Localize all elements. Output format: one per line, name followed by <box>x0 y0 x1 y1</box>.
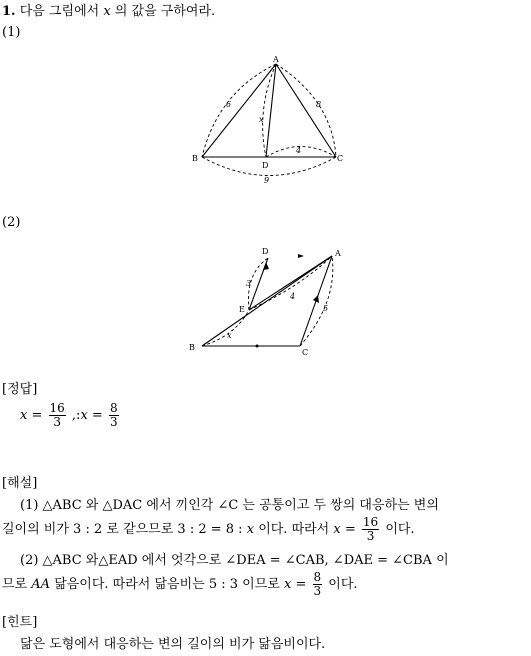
part1-label: (1) <box>2 25 21 40</box>
fig2-label-e: E <box>239 305 245 314</box>
problem-prompt-pre: 다음 그림에서 <box>19 4 100 19</box>
answer-line <box>20 402 121 429</box>
fig1-length-dc: 4 <box>296 146 302 155</box>
fig2-length-ea: 4 <box>290 292 296 301</box>
explanation-line-2: 길이의 비가 3 : 2 로 같으므로 3 : 2 = 8 : x 이다. 따라서 x = $\frac{16}{3}$ 이다. <box>2 515 415 543</box>
fig2-arrow-marker <box>298 254 304 258</box>
explanation-fraction-2: $\frac{8}{3}$ <box>313 570 322 598</box>
problem-statement <box>2 3 215 20</box>
fig1-length-bc: 9 <box>264 176 270 185</box>
figure-2 <box>180 240 360 360</box>
fig2-label-a: A <box>335 249 341 258</box>
fig1-segment-ac <box>276 64 336 157</box>
fig1-length-ac: 8 <box>316 100 322 109</box>
fig2-arrow-ed <box>263 262 269 270</box>
explanation-fraction-1: $\frac{16}{3}$ <box>362 515 379 543</box>
fig2-point-mid-bc <box>256 345 259 348</box>
fig1-label-b: B <box>192 154 198 163</box>
problem-number: 1. <box>2 4 16 19</box>
fig2-segment-ea <box>249 256 332 310</box>
explanation-line-4: 므로 AA 닮음이다. 따라서 닮음비는 5 : 3 이므로 x = $\frac{8}{3}$ 이다. <box>2 570 358 598</box>
fig1-label-d: D <box>262 161 269 170</box>
fig1-length-x: x <box>259 115 264 124</box>
fig1-segment-ad <box>266 64 276 157</box>
answer-eq2-fraction: $\frac{8}{3}$ <box>109 401 118 429</box>
problem-prompt-post: 의 값을 구하여라. <box>114 4 216 19</box>
hint-header: [힌트] <box>2 615 38 630</box>
answer-eq1-fraction: $\frac{16}{3}$ <box>49 401 65 429</box>
fig2-label-c: C <box>302 348 309 357</box>
hint-body: 닮은 도형에서 대응하는 변의 길이의 비가 닮음비이다. <box>20 637 326 652</box>
fig1-arc-bc <box>202 157 336 176</box>
answer-eq1-lhs: x = <box>20 408 43 423</box>
fig1-segment-ab <box>202 64 276 157</box>
fig1-label-a: A <box>273 55 279 64</box>
answer-eq2-lhs: x = <box>80 408 103 423</box>
answer-separator: ,: <box>71 408 81 423</box>
fig2-label-b: B <box>189 343 195 352</box>
fig1-length-ab: 6 <box>226 100 232 109</box>
fig2-length-ca: 5 <box>323 304 329 313</box>
fig2-segment-ba <box>202 256 332 346</box>
fig1-label-c: C <box>337 154 344 163</box>
fig2-length-be: x <box>227 331 232 340</box>
explanation-header: [해설] <box>2 476 38 491</box>
problem-variable: x <box>103 4 111 19</box>
part2-label: (2) <box>2 215 21 230</box>
fig2-length-ed: 3 <box>246 279 252 288</box>
fig2-label-d: D <box>262 247 269 256</box>
figure-1 <box>180 52 360 192</box>
answer-header: [정답] <box>2 382 38 397</box>
explanation-line-3: (2) △ABC 와△EAD 에서 엇각으로 ∠DEA = ∠CAB, ∠DAE = ∠CBA 이 <box>20 553 449 568</box>
explanation-line-1: (1) △ABC 와 △DAC 에서 끼인각 ∠C 는 공통이고 두 쌍의 대응하는 변의 <box>20 498 439 513</box>
